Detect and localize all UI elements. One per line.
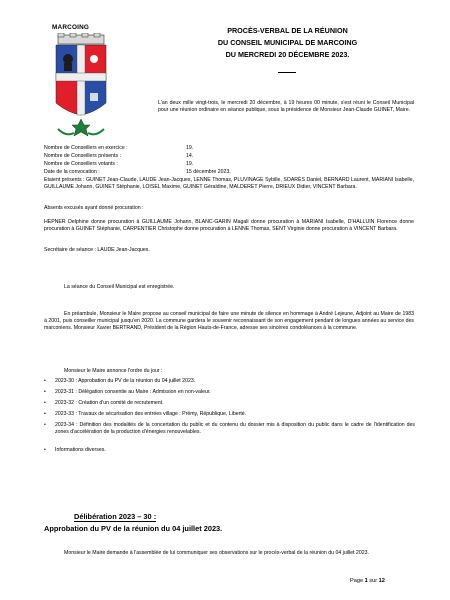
bullet: • (44, 447, 46, 453)
preamble-paragraph: En préambule, Monsieur le Maire propose au conseil municipal de faire une minute de silence en hommage à André Lejeune, Adjoint au Maire de 1983 à 2001, puis conseiller municipal jusqu'en 2020. La commune gardera le souvenir reconnaissant de son engagement pendant de longues années au service des marconiens. Monsieur Xavier BERTRAND, Président de la Région Hauts-de-France, adresse ses sincères condoléances à la commune. (44, 311, 414, 332)
deliberation-body: Monsieur le Maire demande à l'assemblée de lui communiquer ses observations sur le procès-verbal de la réunion du 04 juillet 2023. (64, 550, 369, 556)
bullet: • (44, 378, 46, 384)
stat-label-exercise: Nombre de Conseillers en exercice : (44, 145, 128, 151)
stat-label-voting: Nombre de Conseillers votants : (44, 161, 118, 167)
title-line-1: PROCÈS-VERBAL DE LA RÉUNION (227, 26, 348, 35)
title-line-3: DU MERCREDI 20 DÉCEMBRE 2023. (225, 50, 350, 59)
stat-value-exercise: 19. (186, 145, 194, 151)
secretary: Secrétaire de séance : LAUDE Jean-Jacques. (44, 247, 150, 253)
page-current: 1 (364, 578, 368, 584)
bullet: • (44, 422, 46, 428)
agenda-item: Informations diverses. (55, 447, 106, 453)
agenda-item: 2023-30 : Approbation du PV de la réunion du 04 juillet 2023. (55, 378, 196, 384)
stat-value-present: 14. (186, 153, 194, 159)
agenda-item: 2023-33 : Travaux de sécurisation des entrées village : Prémy, République, Liberté. (55, 411, 247, 417)
agenda-item: 2023-34 : Définition des modalités de la concertation du public et du contenu du dossier mis à disposition du public dans le cadre de l'identification des zones d'accélération de la production d'énergies renouvelables. (55, 422, 415, 436)
page-indicator (350, 578, 385, 584)
page-total: 12 (378, 578, 385, 584)
coat-of-arms-icon (52, 33, 110, 153)
intro-paragraph: L'an deux mille vingt-trois, le mercredi 20 décembre, à 19 heures 00 minute, s'est réuni le Conseil Municipal pour une réunion ordinaire en séance publique, sous la présidence de Monsieur Jean-Claude GUINET, Maire. (158, 100, 414, 114)
page-middle: sur (367, 578, 379, 584)
title-separator (278, 72, 296, 73)
bullet: • (44, 411, 46, 417)
stat-label-convocation: Date de la convocation : (44, 169, 100, 175)
arms-label: MARCOING (52, 24, 90, 31)
title-line-2: DU CONSEIL MUNICIPAL DE MARCOING (217, 38, 358, 47)
agenda-intro: Monsieur le Maire annonce l'ordre du jour : (64, 368, 163, 374)
deliberation-subtitle: Approbation du PV de la réunion du 04 juillet 2023. (44, 524, 223, 533)
agenda-item: 2023-31 : Délégation consentie au Maire : Admission en non-valeur. (55, 389, 211, 395)
bullet: • (44, 400, 46, 406)
stat-label-present: Nombre de Conseillers présents : (44, 153, 121, 159)
absent-members: HEPNER Delphine donne procuration à GUILLAUME Johann, BLANC-GARIN Magali donne procuration à MARIANI Isabelle, D'HALLUIN Florence donne procuration à GUINET Stéphanie, CARPENTIER Christophe donne procuration à LENNE Thomas, SENT Virginie donne procuration à VINCENT Barbara. (44, 219, 414, 233)
agenda-item: 2023-32 : Création d'un comité de recrutement. (55, 400, 164, 406)
present-members: Etaient présents : GUINET Jean-Claude, LAUDE Jean-Jacques, LENNE Thomas, PLUVINAGE Sybille, SOARÈS Daniel, BERNARD Laurent, MARIANI Isabelle, GUILLAUME Johann, GUINET Stéphanie, LOISEL Maxime, GUINET Géraldine, MALDERET Pierre, DRIEUX Didier, VINCENT Barbara. (44, 177, 414, 191)
stat-value-convocation: 15 décembre 2023. (186, 169, 231, 175)
page-prefix: Page (350, 578, 365, 584)
stat-value-voting: 19. (186, 161, 194, 167)
absent-title: Absents excusés ayant donné procuration : (44, 205, 144, 211)
recorded-notice: La séance du Conseil Municipal est enregistrée. (64, 284, 175, 290)
deliberation-title: Délibération 2023 – 30 : (74, 512, 157, 521)
bullet: • (44, 389, 46, 395)
